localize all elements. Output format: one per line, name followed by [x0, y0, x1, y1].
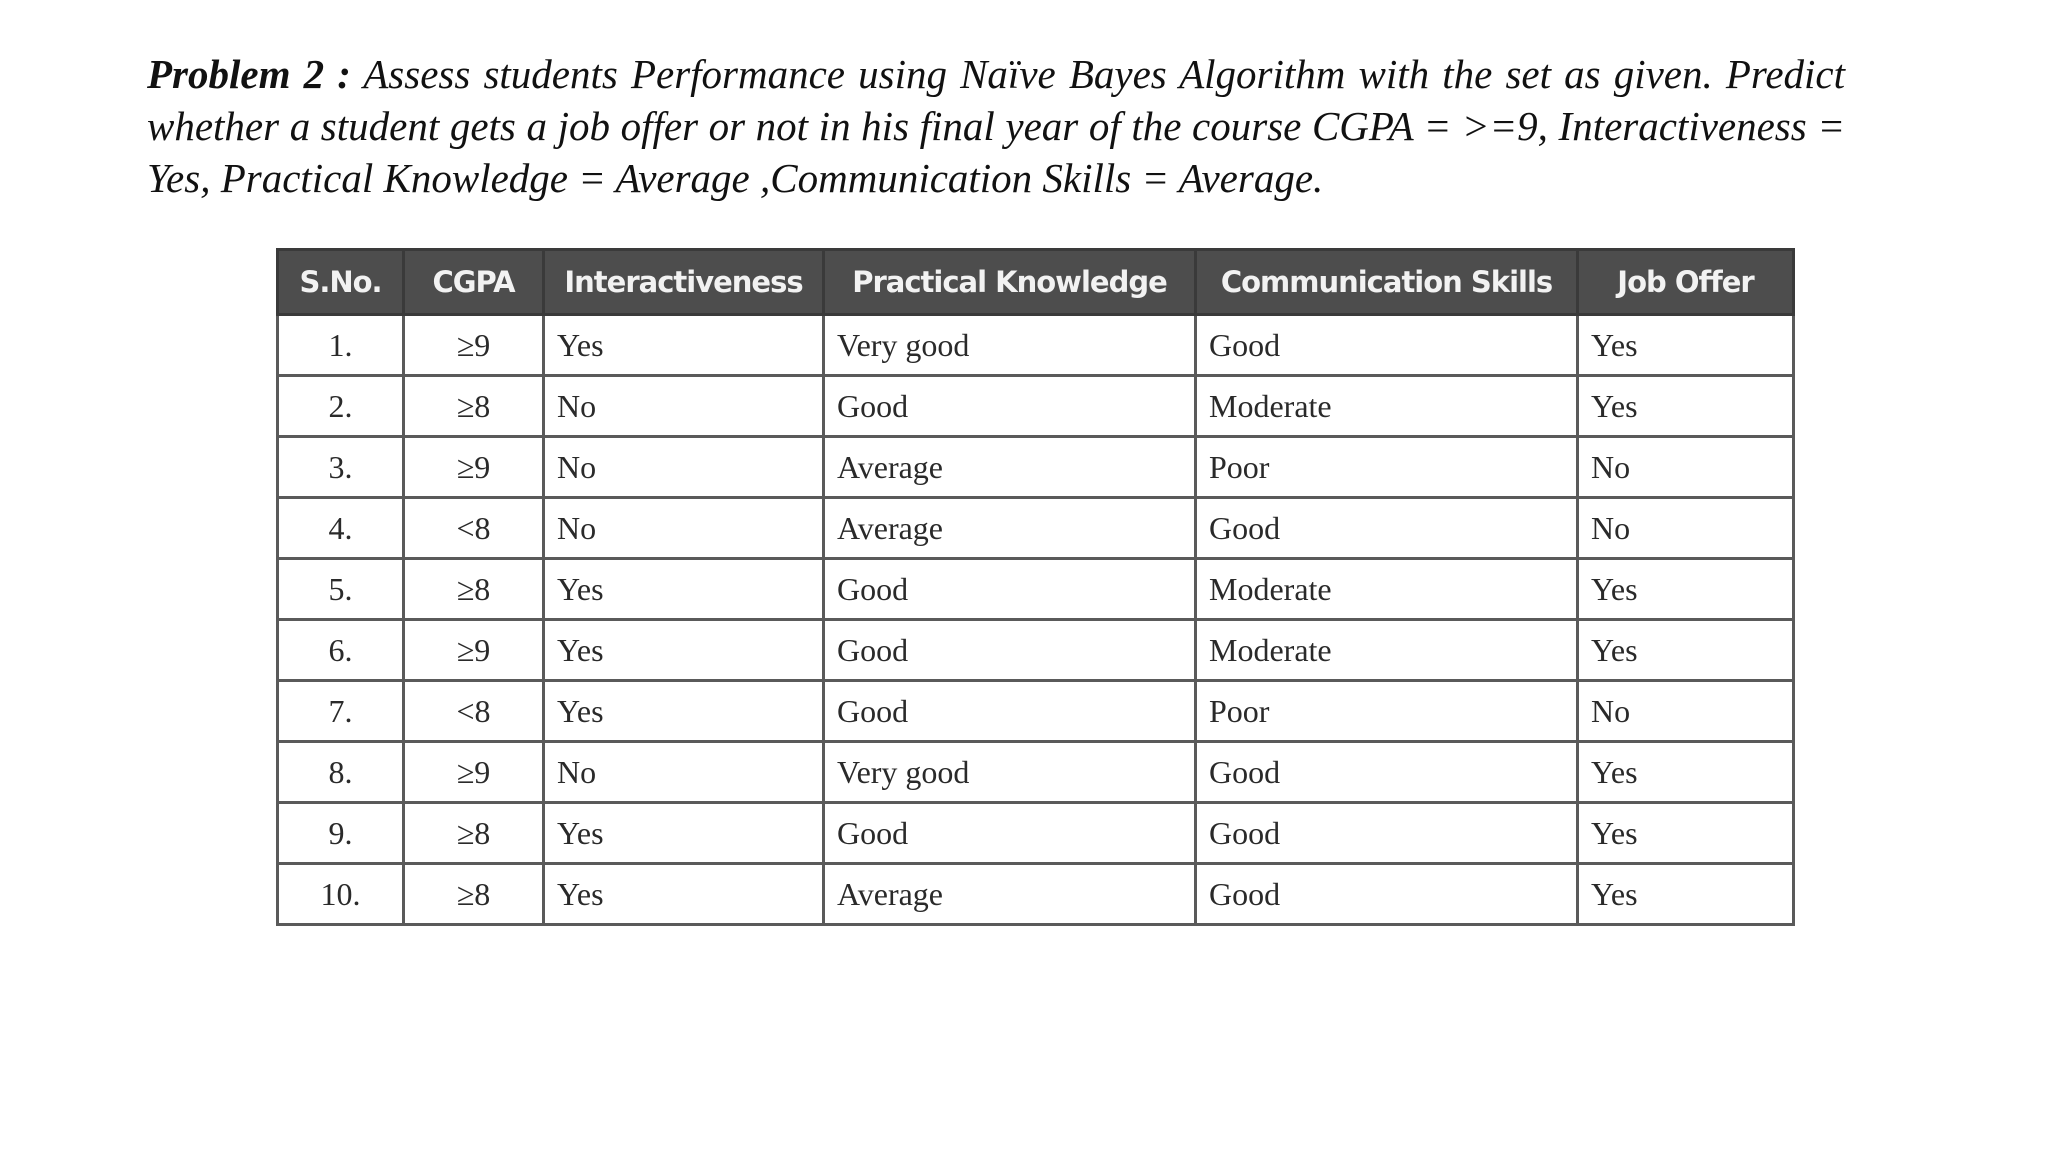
problem-statement [147, 48, 1845, 204]
table-body [278, 315, 1794, 925]
cell-practical-knowledge: Good [824, 803, 1196, 864]
cell-interactiveness: Yes [544, 315, 824, 376]
cell-interactiveness: No [544, 376, 824, 437]
cell-job-offer: Yes [1578, 376, 1794, 437]
cell-sno: 5. [278, 559, 404, 620]
cell-cgpa: <8 [404, 498, 544, 559]
cell-practical-knowledge: Good [824, 620, 1196, 681]
cell-cgpa: ≥8 [404, 559, 544, 620]
table-row [278, 864, 1794, 925]
cell-communication-skills: Good [1196, 803, 1578, 864]
header-sno: S.No. [278, 250, 404, 315]
cell-communication-skills: Poor [1196, 681, 1578, 742]
cell-sno: 9. [278, 803, 404, 864]
cell-sno: 8. [278, 742, 404, 803]
cell-practical-knowledge: Good [824, 559, 1196, 620]
cell-sno: 3. [278, 437, 404, 498]
cell-job-offer: No [1578, 437, 1794, 498]
cell-sno: 4. [278, 498, 404, 559]
header-cgpa: CGPA [404, 250, 544, 315]
cell-cgpa: <8 [404, 681, 544, 742]
cell-cgpa: ≥8 [404, 803, 544, 864]
cell-job-offer: No [1578, 498, 1794, 559]
cell-interactiveness: Yes [544, 803, 824, 864]
dataset-table-container [276, 248, 1795, 926]
cell-job-offer: Yes [1578, 803, 1794, 864]
cell-practical-knowledge: Good [824, 376, 1196, 437]
cell-interactiveness: No [544, 437, 824, 498]
table-row [278, 742, 1794, 803]
table-row [278, 620, 1794, 681]
cell-job-offer: Yes [1578, 620, 1794, 681]
cell-practical-knowledge: Average [824, 498, 1196, 559]
cell-practical-knowledge: Very good [824, 315, 1196, 376]
cell-cgpa: ≥9 [404, 437, 544, 498]
table-row [278, 315, 1794, 376]
cell-interactiveness: Yes [544, 864, 824, 925]
cell-cgpa: ≥9 [404, 742, 544, 803]
cell-job-offer: No [1578, 681, 1794, 742]
table-row [278, 498, 1794, 559]
cell-practical-knowledge: Very good [824, 742, 1196, 803]
table-row [278, 681, 1794, 742]
cell-communication-skills: Good [1196, 742, 1578, 803]
cell-interactiveness: No [544, 742, 824, 803]
cell-interactiveness: No [544, 498, 824, 559]
cell-practical-knowledge: Average [824, 437, 1196, 498]
cell-communication-skills: Moderate [1196, 620, 1578, 681]
cell-communication-skills: Good [1196, 498, 1578, 559]
cell-job-offer: Yes [1578, 559, 1794, 620]
cell-sno: 2. [278, 376, 404, 437]
cell-communication-skills: Moderate [1196, 559, 1578, 620]
cell-practical-knowledge: Good [824, 681, 1196, 742]
cell-cgpa: ≥9 [404, 315, 544, 376]
header-communication-skills: Communication Skills [1196, 250, 1578, 315]
cell-sno: 7. [278, 681, 404, 742]
dataset-table [276, 248, 1795, 926]
cell-cgpa: ≥9 [404, 620, 544, 681]
cell-interactiveness: Yes [544, 681, 824, 742]
cell-job-offer: Yes [1578, 315, 1794, 376]
header-job-offer: Job Offer [1578, 250, 1794, 315]
table-header-row [278, 250, 1794, 315]
cell-sno: 1. [278, 315, 404, 376]
cell-communication-skills: Moderate [1196, 376, 1578, 437]
problem-label: Problem 2 : [147, 51, 351, 97]
problem-text: Assess students Performance using Naïve Bayes Algorithm with the set as given. Predict whether a student gets a job offer or not in his final year of the course CGPA = >=9, Interactiveness = Yes, Practical Knowledge = Average ,Communication Skills = Average. [147, 51, 1845, 201]
cell-sno: 10. [278, 864, 404, 925]
cell-job-offer: Yes [1578, 864, 1794, 925]
header-interactiveness: Interactiveness [544, 250, 824, 315]
table-row [278, 437, 1794, 498]
header-practical-knowledge: Practical Knowledge [824, 250, 1196, 315]
cell-job-offer: Yes [1578, 742, 1794, 803]
cell-cgpa: ≥8 [404, 376, 544, 437]
table-row [278, 803, 1794, 864]
cell-communication-skills: Good [1196, 864, 1578, 925]
table-row [278, 376, 1794, 437]
cell-interactiveness: Yes [544, 559, 824, 620]
cell-interactiveness: Yes [544, 620, 824, 681]
cell-communication-skills: Good [1196, 315, 1578, 376]
cell-practical-knowledge: Average [824, 864, 1196, 925]
table-row [278, 559, 1794, 620]
cell-communication-skills: Poor [1196, 437, 1578, 498]
cell-sno: 6. [278, 620, 404, 681]
cell-cgpa: ≥8 [404, 864, 544, 925]
